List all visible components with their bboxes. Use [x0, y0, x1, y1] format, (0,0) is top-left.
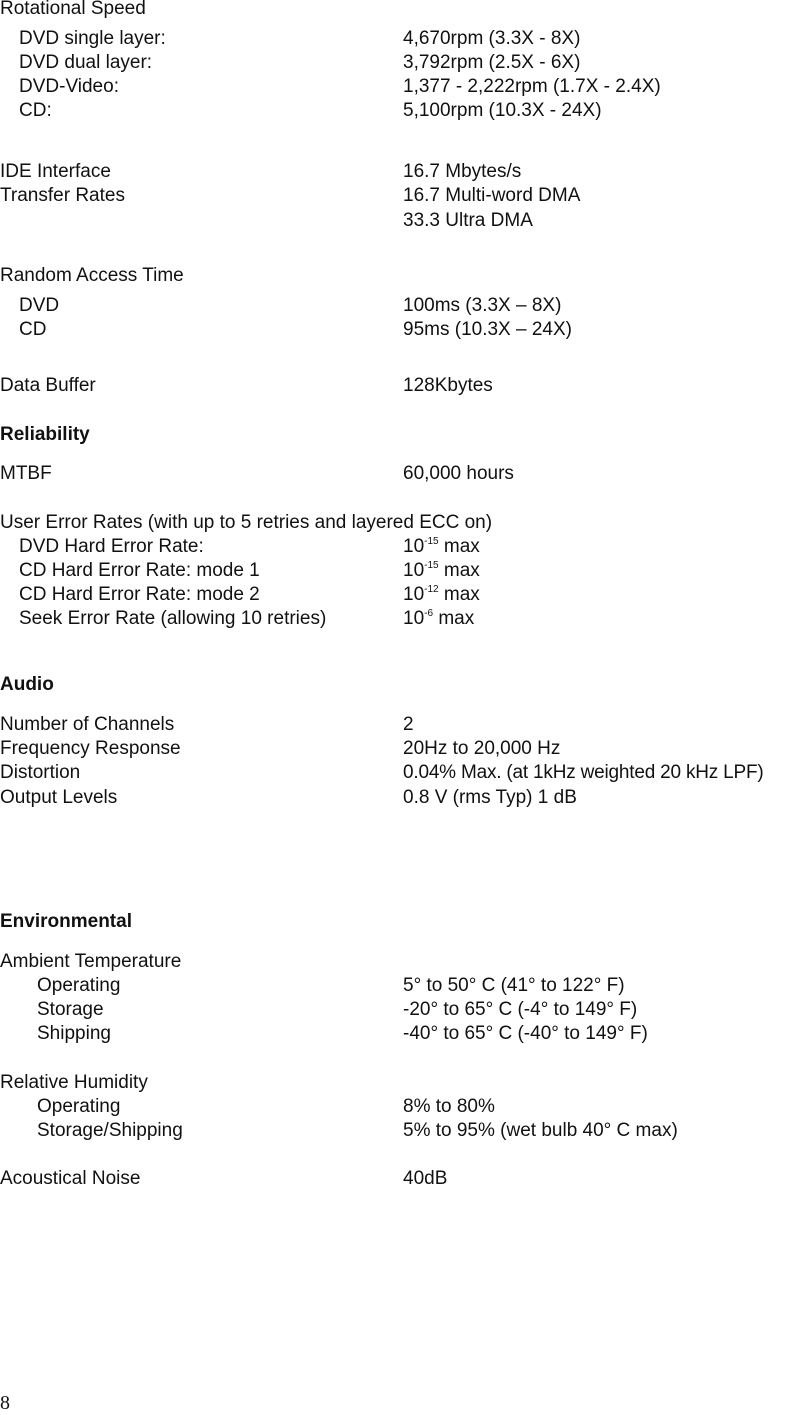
spec-label-dvd: DVD	[19, 295, 60, 316]
ide-value-3: 33.3 Ultra DMA	[403, 210, 533, 231]
relative-humidity-heading: Relative Humidity	[0, 1072, 148, 1093]
acoustical-noise-value: 40dB	[403, 1168, 448, 1189]
audio-heading: Audio	[0, 674, 54, 695]
humidity-value-storage-shipping: 5% to 95% (wet bulb 40° C max)	[403, 1120, 678, 1141]
spec-label-dvd-single-layer: DVD single layer:	[19, 28, 166, 49]
audio-value-frequency: 20Hz to 20,000 Hz	[403, 738, 561, 759]
mtbf-label: MTBF	[0, 463, 52, 484]
ide-value-2: 16.7 Multi-word DMA	[403, 185, 581, 206]
spec-value-dvd-video: 1,377 - 2,222rpm (1.7X - 2.4X)	[403, 76, 661, 97]
data-buffer-label: Data Buffer	[0, 375, 96, 396]
error-value-seek: $10^{-6}$ max	[403, 608, 475, 629]
temp-value-shipping: -40° to 65° C (-40° to 149° F)	[403, 1023, 648, 1044]
ide-interface-label: IDE Interface	[0, 161, 111, 182]
audio-value-channels: 2	[403, 714, 414, 735]
audio-value-distortion: 0.04% Max. (at 1kHz weighted 20 kHz LPF)	[403, 762, 764, 783]
spec-label-dvd-video: DVD-Video:	[19, 76, 119, 97]
error-label-cd-mode1: CD Hard Error Rate: mode 1	[19, 560, 260, 581]
error-label-seek: Seek Error Rate (allowing 10 retries)	[19, 608, 327, 629]
error-label-cd-mode2: CD Hard Error Rate: mode 2	[19, 584, 260, 605]
page-number: 8	[0, 1392, 10, 1414]
spec-value-dvd-single-layer: 4,670rpm (3.3X - 8X)	[403, 28, 581, 49]
rotational-speed-heading: Rotational Speed	[0, 0, 146, 19]
reliability-heading: Reliability	[0, 424, 90, 445]
user-error-rates-heading: User Error Rates (with up to 5 retries and layered ECC on)	[0, 512, 493, 533]
error-label-dvd-hard: DVD Hard Error Rate:	[19, 536, 204, 557]
audio-value-output: 0.8 V (rms Typ) 1 dB	[403, 787, 577, 808]
audio-label-output: Output Levels	[0, 787, 118, 808]
temp-label-shipping: Shipping	[37, 1023, 111, 1044]
humidity-value-operating: 8% to 80%	[403, 1096, 495, 1117]
humidity-label-operating: Operating	[37, 1096, 121, 1117]
audio-label-distortion: Distortion	[0, 762, 81, 783]
transfer-rates-label: Transfer Rates	[0, 185, 125, 206]
error-value-cd-mode1: $10^{-15}$ max	[403, 560, 480, 581]
random-access-heading: Random Access Time	[0, 265, 184, 286]
audio-label-channels: Number of Channels	[0, 714, 175, 735]
humidity-label-storage-shipping: Storage/Shipping	[37, 1120, 183, 1141]
ambient-temperature-heading: Ambient Temperature	[0, 951, 182, 972]
mtbf-value: 60,000 hours	[403, 463, 514, 484]
temp-value-operating: 5° to 50° C (41° to 122° F)	[403, 975, 625, 996]
spec-value-cd-access: 95ms (10.3X – 24X)	[403, 319, 572, 340]
ide-value-1: 16.7 Mbytes/s	[403, 161, 522, 182]
spec-value-cd: 5,100rpm (10.3X - 24X)	[403, 100, 602, 121]
environmental-heading: Environmental	[0, 911, 132, 932]
temp-label-storage: Storage	[37, 999, 104, 1020]
audio-label-frequency: Frequency Response	[0, 738, 181, 759]
acoustical-noise-label: Acoustical Noise	[0, 1168, 141, 1189]
spec-label-cd-access: CD	[19, 319, 47, 340]
error-value-dvd-hard: $10^{-15}$ max	[403, 536, 480, 557]
spec-value-dvd: 100ms (3.3X – 8X)	[403, 295, 562, 316]
error-value-cd-mode2: $10^{-12}$ max	[403, 584, 480, 605]
spec-value-dvd-dual-layer: 3,792rpm (2.5X - 6X)	[403, 52, 581, 73]
spec-label-cd: CD:	[19, 100, 52, 121]
spec-label-dvd-dual-layer: DVD dual layer:	[19, 52, 153, 73]
temp-label-operating: Operating	[37, 975, 121, 996]
data-buffer-value: 128Kbytes	[403, 375, 493, 396]
temp-value-storage: -20° to 65° C (-4° to 149° F)	[403, 999, 638, 1020]
